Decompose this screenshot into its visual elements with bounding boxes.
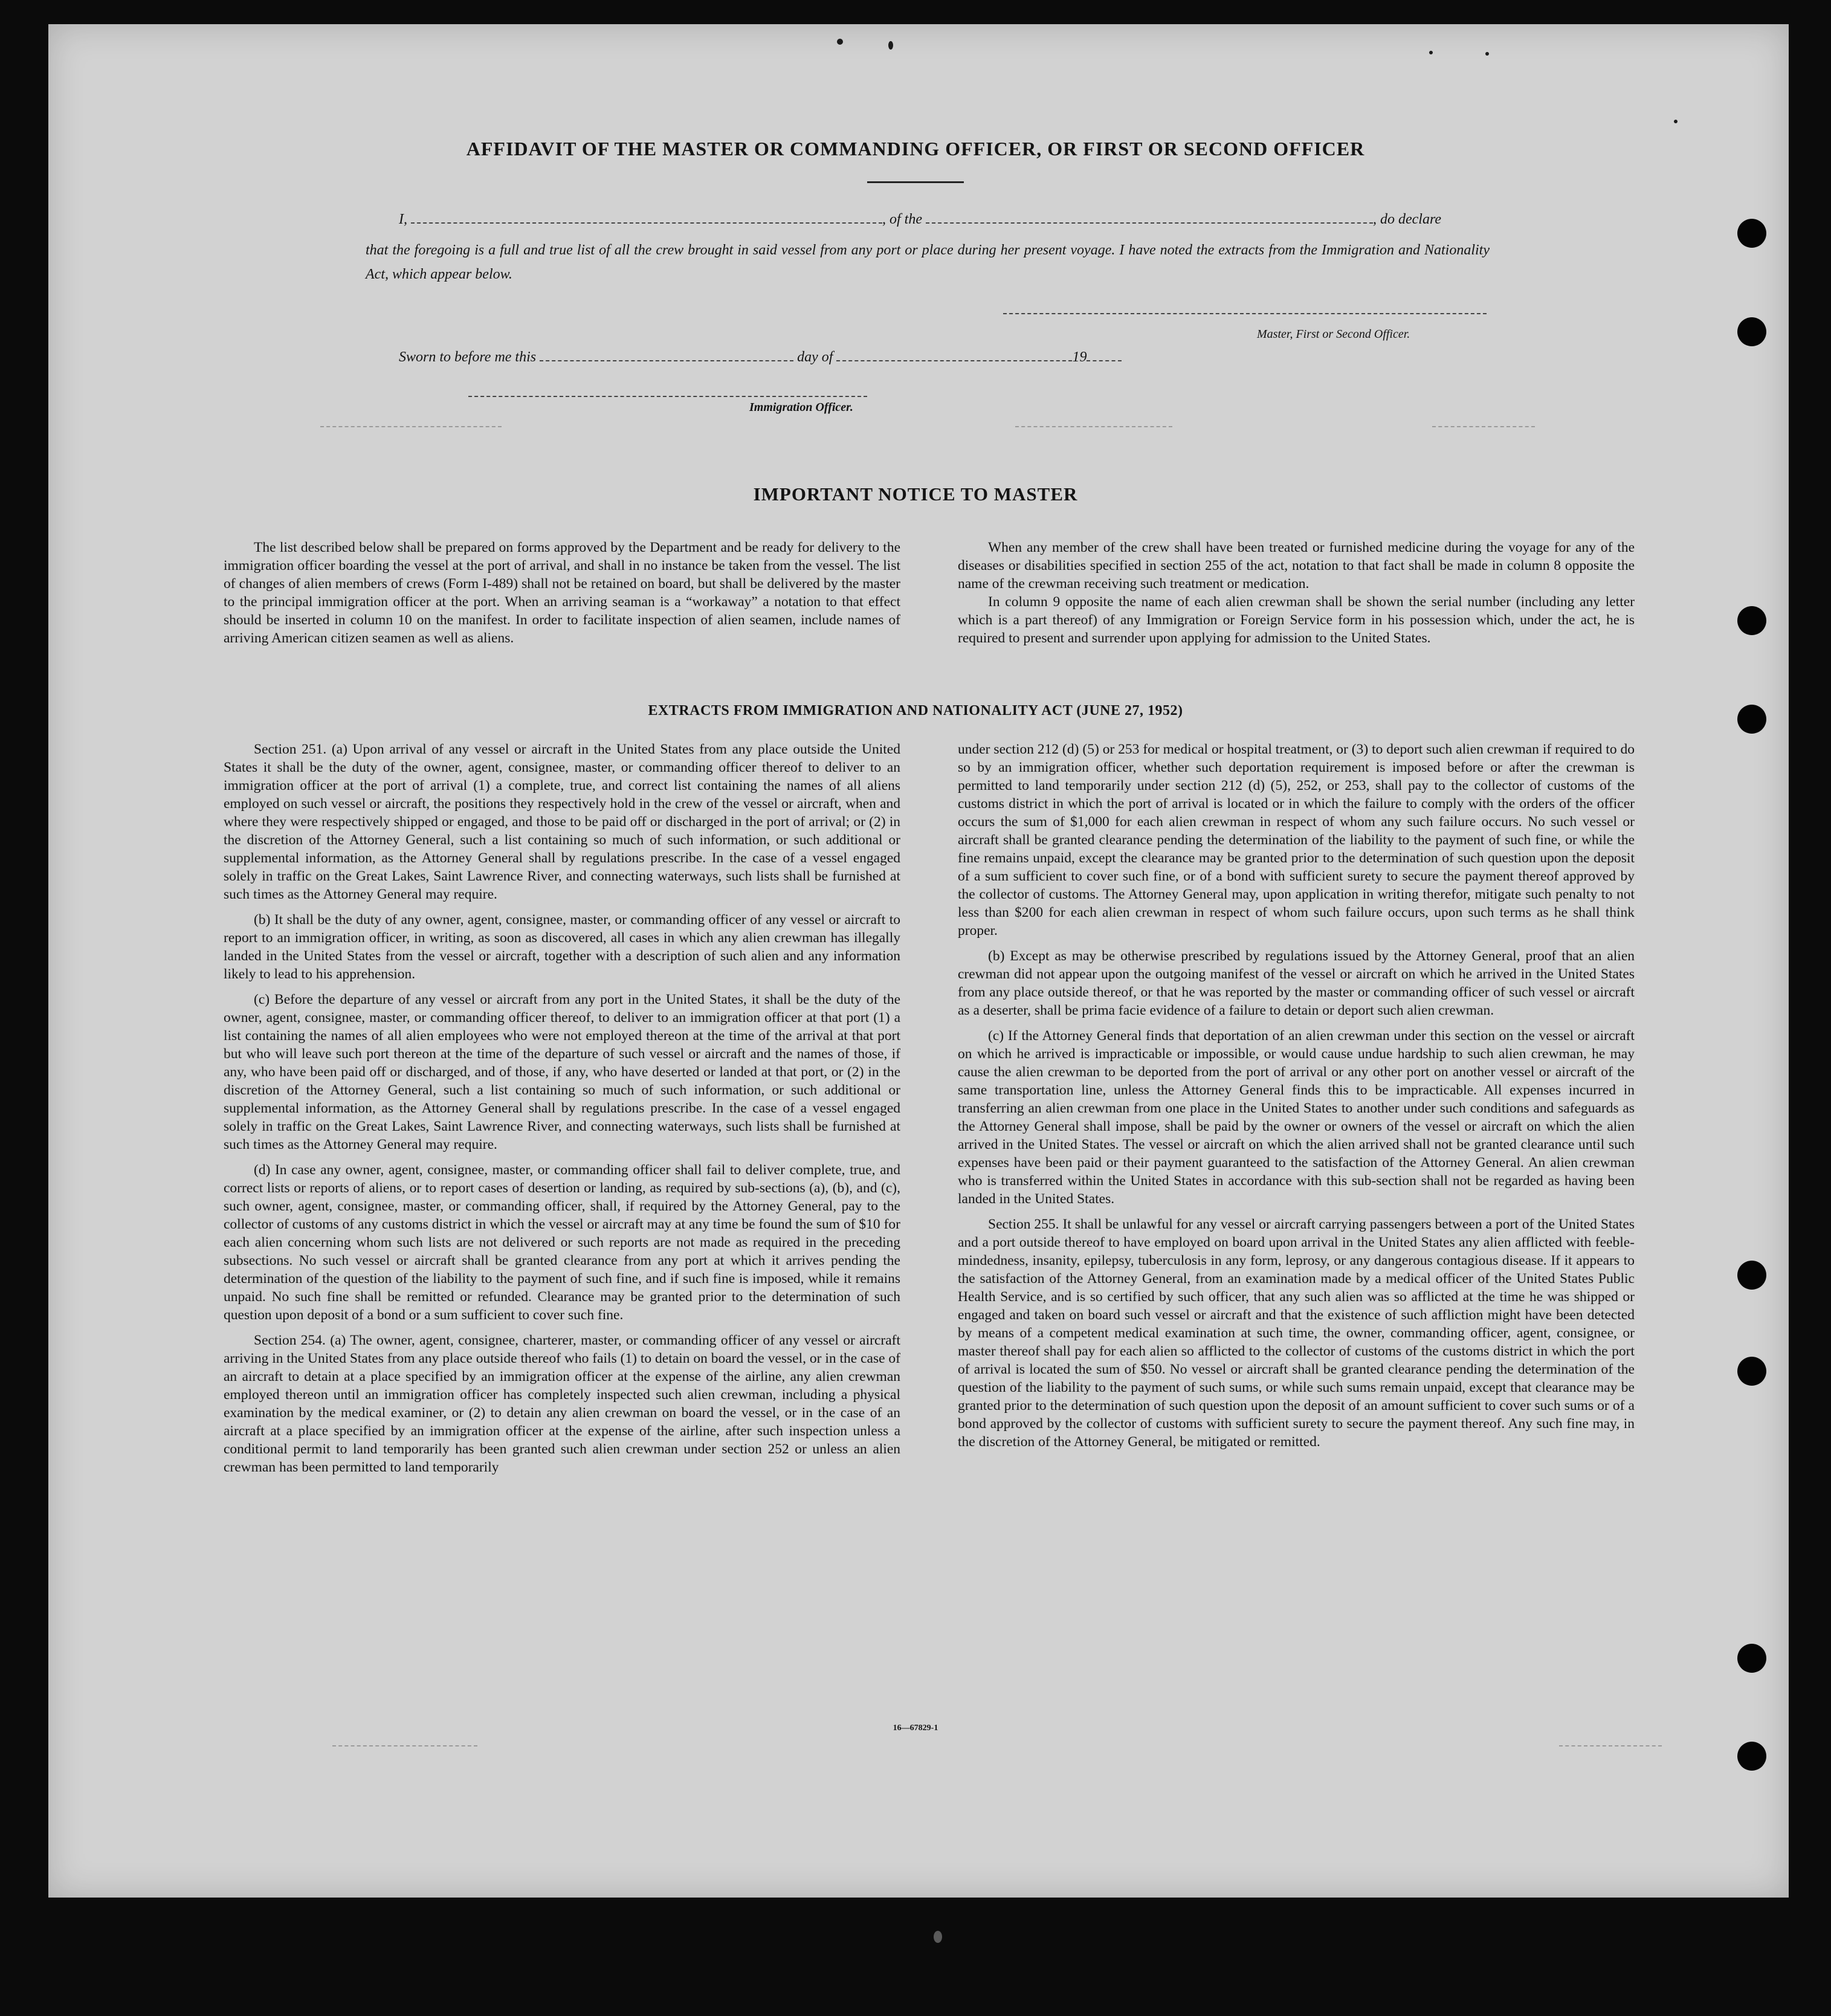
do-declare-label: , do declare xyxy=(1373,212,1442,227)
bleed-line xyxy=(1015,426,1172,427)
binder-hole xyxy=(1737,317,1766,346)
sworn-day-field[interactable] xyxy=(540,349,793,361)
section-251a: Section 251. (a) Upon arrival of any vessel or aircraft in the United States from any place outside the United States it shall be the duty of the owner, agent, consignee, master, or commanding officer thereof to deliver to an immigration officer at the port of arrival (1) a complete, true, and correct list containing the names of all aliens employed on such vessel or aircraft, the positions they respectively hold in the crew of the vessel or aircraft, when and where they were respectively shipped or engaged, and those to be paid off or discharged in the port of arrival; or (2) in the discretion of the Attorney General, such a list containing so much of such information, or such additional or supplemental information, as the Attorney General shall by regulations prescribe. In the case of a vessel engaged solely in traffic on the Great Lakes, Saint Lawrence River, and connecting waterways, such lists shall be furnished at such times as the Attorney General may require. xyxy=(224,741,900,902)
speck xyxy=(888,41,893,50)
notice-left-column xyxy=(224,538,900,647)
master-signature-line[interactable] xyxy=(1003,313,1487,314)
speck xyxy=(934,1931,942,1943)
speck xyxy=(1485,52,1489,56)
form-number: 16—67829-1 xyxy=(893,1724,938,1733)
immigration-officer-signature-line[interactable] xyxy=(468,396,867,397)
of-the-label: , of the xyxy=(882,212,922,227)
bleed-line xyxy=(1559,1745,1662,1746)
section-251b: (b) It shall be the duty of any owner, agent, consignee, master, or commanding officer of any vessel or aircraft to report to an immigration officer, in writing, as soon as discovered, all cases in which any alien crewman has illegally landed in the United States from the vessel or aircraft, together with a description of such alien and any information likely to lead to his apprehension. xyxy=(224,912,900,982)
section-254c: (c) If the Attorney General finds that deportation of an alien crewman under this section on the vessel or aircraft on which he arrived is impracticable or impossible, or would cause undue hardship to such alien crewman, he may cause the alien crewman to be deported from the port of arrival or any other port on another vessel or aircraft of the same transportation line, unless the Attorney General finds this to be impracticable. All expenses incurred in transferring an alien crewman from one place in the United States to another under such conditions and safeguards as the Attorney General shall impose, shall be paid by the owner or owners of the vessel or aircraft on which the alien arrived in the United States. The vessel or aircraft on which the alien arrived shall not be granted clearance until such expenses have been paid or their payment guaranteed to the satisfaction of the Attorney General. An alien crewman who is transferred within the United States in accordance with this sub-section shall not be regarded as having been landed in the United States. xyxy=(958,1028,1635,1207)
binder-hole xyxy=(1737,1742,1766,1771)
section-251d: (d) In case any owner, agent, consignee, master, or commanding officer shall fail to deliver complete, true, and correct lists or reports of aliens, or to report cases of desertion or landing, as required by sub-sections (a), (b), and (c), such owner, agent, consignee, master, or commanding officer, shall, if required by the Attorney General, pay to the collector of customs of any customs district in which the vessel or aircraft may at any time be found the sum of $10 for each alien concerning whom such lists are not delivered or such reports are not made as required in the preceding subsections. No such vessel or aircraft shall be granted clearance from any port at which it arrives pending the determination of the question of the liability to the payment of such fine, and if such fine is imposed, while it remains unpaid. No such fine shall be remitted or refunded. Clearance may be granted prior to the determination of such question upon deposit of a bond or a sum sufficient to cover such fine. xyxy=(224,1162,900,1323)
notice-paragraph: In column 9 opposite the name of each alien crewman shall be shown the serial number (including any letter which is a part thereof) of any Immigration or Foreign Service form in his possession which, under the act, he is required to present and surrender upon applying for admission to the United States. xyxy=(958,594,1635,646)
binder-hole xyxy=(1737,1357,1766,1386)
master-signature-caption: Master, First or Second Officer. xyxy=(1257,328,1410,341)
section-254b: (b) Except as may be otherwise prescribed by regulations issued by the Attorney General, proof that an alien crewman did not appear upon the outgoing manifest of the vessel or aircraft on which he arrived in the United States from any place outside thereof, or that he was reported by the master or commanding officer of such vessel or aircraft as a deserter, shall be prima facie evidence of a failure to detain or deport such alien crewman. xyxy=(958,948,1635,1018)
sworn-row xyxy=(399,349,1122,366)
declarant-row xyxy=(399,212,1493,228)
immigration-officer-caption: Immigration Officer. xyxy=(749,401,853,414)
extracts-right-column xyxy=(958,740,1635,1451)
notice-right-column xyxy=(958,538,1635,647)
bleed-line xyxy=(320,426,502,427)
section-254a: Section 254. (a) The owner, agent, consignee, charterer, master, or commanding officer of any vessel or aircraft arriving in the United States from any place outside thereof who fails (1) to detain on board the vessel, or in the case of an aircraft to detain at a place specified by an immigration officer at the expense of the airline, any alien crewman employed thereon until an immigration officer has completely inspected such alien crewman, including a physical examination by the medical examiner, or (2) to detain any alien crewman on board the vessel, or in the case of an aircraft at a place specified by an immigration officer at the expense of the airline, after such inspection unless a conditional permit to land temporarily has been granted such alien crewman under section 252 or unless an alien crewman has been permitted to land temporarily xyxy=(224,1333,900,1475)
title-rule xyxy=(867,181,964,183)
vessel-name-field[interactable] xyxy=(926,212,1373,224)
speck xyxy=(1674,120,1678,123)
affidavit-title: AFFIDAVIT OF THE MASTER OR COMMANDING OFFICER, OR FIRST OR SECOND OFFICER xyxy=(466,138,1365,160)
bleed-line xyxy=(1432,426,1535,427)
binder-hole xyxy=(1737,606,1766,635)
extracts-title: EXTRACTS FROM IMMIGRATION AND NATIONALITY ACT (JUNE 27, 1952) xyxy=(648,703,1183,719)
day-of-label: day of xyxy=(797,349,833,365)
speck xyxy=(1429,51,1433,54)
year-prefix: 19 xyxy=(1072,349,1087,365)
declaration-text: that the foregoing is a full and true list of all the crew brought in said vessel from any port or place during her present voyage. I have noted the extracts from the Immigration and Nationality Act, which appear below. xyxy=(366,242,1490,282)
notice-paragraph: When any member of the crew shall have been treated or furnished medicine during the voyage for any of the diseases or disabilities specified in section 255 of the act, notation to that fact shall be made in column 8 opposite the name of the crewman receiving such treatment or medication. xyxy=(958,540,1635,592)
extracts-left-column xyxy=(224,740,900,1476)
section-254a-continued: under section 212 (d) (5) or 253 for medical or hospital treatment, or (3) to deport such alien crewman if required to do so by an immigration officer, whether such deportation requirement is imposed before or after the crewman is permitted to land temporarily under section 212 (d) (5), 252, or 253, shall pay to the collector of customs of the customs district in which the port of arrival is located or in which the failure to comply with the orders of the officer occurs the sum of $1,000 for each alien crewman in respect of whom any such failure occurs. No such vessel or aircraft shall be granted clearance pending the determination of the liability to the payment of such fine, or while the fine remains unpaid, except the clearance may be granted prior to the determination of such question upon the deposit of a sum sufficient to cover such fine, or of a bond with sufficient surety to secure the payment thereof approved by the collector of customs. The Attorney General may, upon application in writing therefor, mitigate such penalty to not less than $200 for each alien crewman in respect of whom such failure occurs, upon such terms as he shall think proper. xyxy=(958,741,1635,939)
sworn-year-field[interactable] xyxy=(1087,349,1122,361)
binder-hole xyxy=(1737,219,1766,248)
section-255: Section 255. It shall be unlawful for any vessel or aircraft carrying passengers between a port of the United States and a port outside thereof to have employed on board upon arrival in the United States any alien afflicted with feeble-mindedness, insanity, epilepsy, tuberculosis in any form, leprosy, or any dangerous contagious disease. If it appears to the satisfaction of the Attorney General, from an examination made by a medical officer of the United States Public Health Service, and is so certified by such officer, that any such alien was so afflicted at the time he was shipped or engaged and taken on board such vessel or aircraft and that the existence of such affliction might have been detected by means of a competent medical examination at such time, the owner, commanding officer, agent, consignee, or master thereof shall pay for each alien so afflicted to the collector of customs of the customs district in which the port of arrival is located the sum of $50. No vessel or aircraft shall be granted clearance pending the determination of the question of the liability to the payment of such sums, or while such sums remain unpaid, except that clearance may be granted prior to the determination of such question upon the deposit of an amount sufficient to cover such sums or of a bond approved by the collector of customs with sufficient surety to secure the payment thereof. Any such fine may, in the discretion of the Attorney General, be mitigated or remitted. xyxy=(958,1216,1635,1450)
sworn-month-field[interactable] xyxy=(836,349,1072,361)
notice-paragraph: The list described below shall be prepared on forms approved by the Department and be ready for delivery to the immigration officer boarding the vessel at the port of arrival, and shall in no instance be taken from the vessel. The list of changes of alien members of crews (Form I-489) shall not be retained on board, but shall be delivered by the master to the principal immigration officer at the port. When an arriving seaman is a “workaway” a notation to that effect should be inserted in column 10 on the manifest. In order to facilitate inspection of alien seamen, include names of arriving American citizen seamen as well as aliens. xyxy=(224,540,900,646)
binder-hole xyxy=(1737,1644,1766,1673)
sworn-label: Sworn to before me this xyxy=(399,349,537,365)
section-251c: (c) Before the departure of any vessel or aircraft from any port in the United States, it shall be the duty of the owner, agent, consignee, master, or commanding officer thereof, to deliver to an immigration officer at that port (1) a list containing the names of all alien employees who were not employed thereon at the time of the arrival at that port but who will leave such port thereon at the time of the departure of such vessel or aircraft and the names of those, if any, who have been paid off or discharged, and of those, if any, who have deserted or landed at that port, or (2) in the discretion of the Attorney General, such a list containing so much of such information, or such additional or supplemental information, as the Attorney General shall by regulations prescribe. In the case of a vessel engaged solely in traffic on the Great Lakes, Saint Lawrence River, and connecting waterways, such lists shall be furnished at such times as the Attorney General may require. xyxy=(224,992,900,1152)
declarant-name-field[interactable] xyxy=(411,212,882,224)
i-label: I, xyxy=(399,212,407,227)
notice-title: IMPORTANT NOTICE TO MASTER xyxy=(753,483,1078,505)
bleed-line xyxy=(332,1745,477,1746)
speck xyxy=(837,39,843,45)
binder-hole xyxy=(1737,1261,1766,1290)
